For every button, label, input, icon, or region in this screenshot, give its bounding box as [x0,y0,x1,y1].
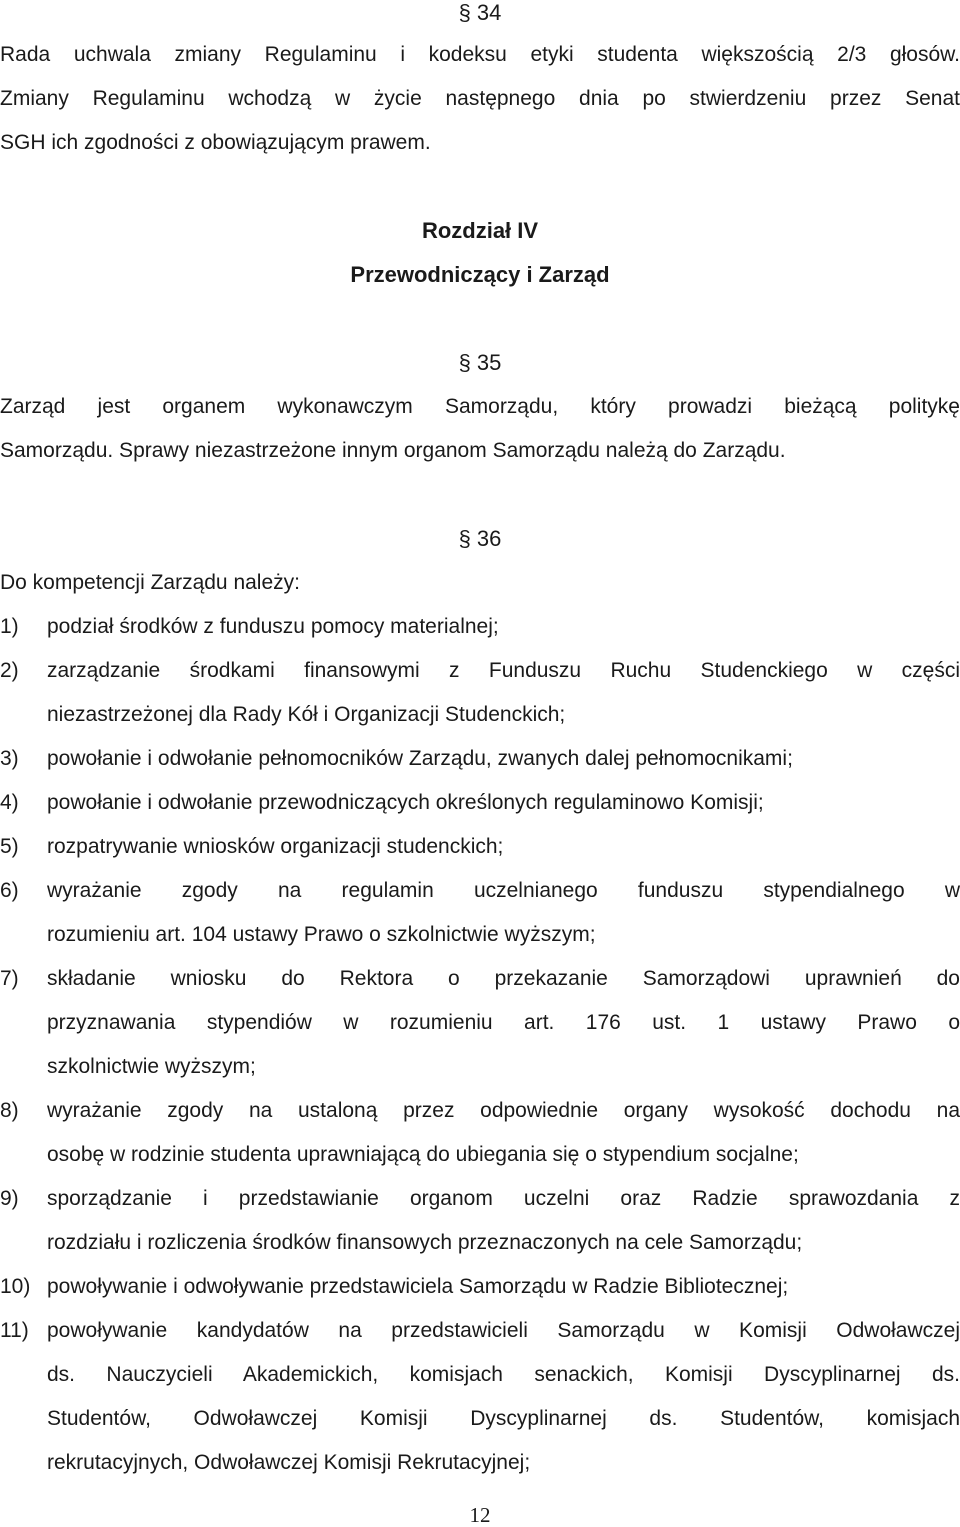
list-item-number: 6) [0,879,19,902]
list-item-text: osobę w rodzinie studenta uprawniającą do ubiegania się o stypendium socjalne; [47,1143,799,1166]
list-item-text: powołanie i odwołanie pełnomocników Zarządu, zwanych dalej pełnomocnikami; [47,747,793,770]
list-item-text: powołanie i odwołanie przewodniczących określonych regulaminowo Komisji; [47,791,764,814]
list-item-text: rozdziału i rozliczenia środków finansowych przeznaczonych na cele Samorządu; [47,1231,803,1254]
list-item-text: wyrażanie zgody na ustaloną przez odpowiednie organy wysokość dochodu na [47,1099,960,1122]
list-item-number: 1) [0,615,19,638]
list-item-text: powoływanie kandydatów na przedstawicieli Samorządu w Komisji Odwoławczej [47,1319,960,1342]
section-35-header: § 35 [458,350,502,375]
page-number: 12 [469,1503,491,1527]
list-item-number: 5) [0,835,19,858]
section-36-header: § 36 [458,526,502,551]
list-item-text: przyznawania stypendiów w rozumieniu art. 176 ust. 1 ustawy Prawo o [47,1011,960,1034]
list-item-number: 3) [0,747,19,770]
list-item-number: 2) [0,659,19,682]
chapter-subtitle: Przewodniczący i Zarząd [350,262,610,287]
list-item-text: ds. Nauczycieli Akademickich, komisjach senackich, Komisji Dyscyplinarnej ds. [47,1363,960,1386]
list-item-number: 11) [0,1319,29,1342]
list-item-text: podział środków z funduszu pomocy materialnej; [47,615,499,638]
section-34-line-2: Zmiany Regulaminu wchodzą w życie następnego dnia po stwierdzeniu przez Senat [0,87,960,110]
chapter-title: Rozdział IV [421,218,539,243]
list-item-number: 9) [0,1187,19,1210]
list-item-text: powoływanie i odwoływanie przedstawiciela Samorządu w Radzie Bibliotecznej; [47,1275,789,1298]
list-item-number: 7) [0,967,19,990]
list-item-text: niezastrzeżonej dla Rady Kół i Organizacji Studenckich; [47,703,566,726]
section-35-line-1: Zarząd jest organem wykonawczym Samorządu, który prowadzi bieżącą politykę [0,395,960,418]
list-item-text: składanie wniosku do Rektora o przekazanie Samorządowi uprawnień do [47,967,960,990]
section-34-line-3: SGH ich zgodności z obowiązującym prawem. [0,131,431,154]
list-item-text: rozpatrywanie wniosków organizacji studenckich; [47,835,504,858]
section-34-line-1: Rada uchwala zmiany Regulaminu i kodeksu etyki studenta większością 2/3 głosów. [0,43,960,66]
list-item-number: 8) [0,1099,19,1122]
list-item-number: 4) [0,791,19,814]
section-36-intro: Do kompetencji Zarządu należy: [0,571,300,594]
section-35-line-2: Samorządu. Sprawy niezastrzeżone innym organom Samorządu należą do Zarządu. [0,439,786,462]
list-item-text: sporządzanie i przedstawianie organom uczelni oraz Radzie sprawozdania z [47,1187,960,1210]
list-item-text: wyrażanie zgody na regulamin uczelnianego funduszu stypendialnego w [47,879,960,902]
list-item-text: zarządzanie środkami finansowymi z Funduszu Ruchu Studenckiego w części [47,659,960,682]
section-34-header: § 34 [458,0,502,25]
list-item-text: rekrutacyjnych, Odwoławczej Komisji Rekrutacyjnej; [47,1451,531,1474]
list-item-text: rozumieniu art. 104 ustawy Prawo o szkolnictwie wyższym; [47,923,596,946]
list-item-number: 10) [0,1275,31,1298]
list-item-text: Studentów, Odwoławczej Komisji Dyscyplinarnej ds. Studentów, komisjach [47,1407,960,1430]
list-item-text: szkolnictwie wyższym; [47,1055,256,1078]
